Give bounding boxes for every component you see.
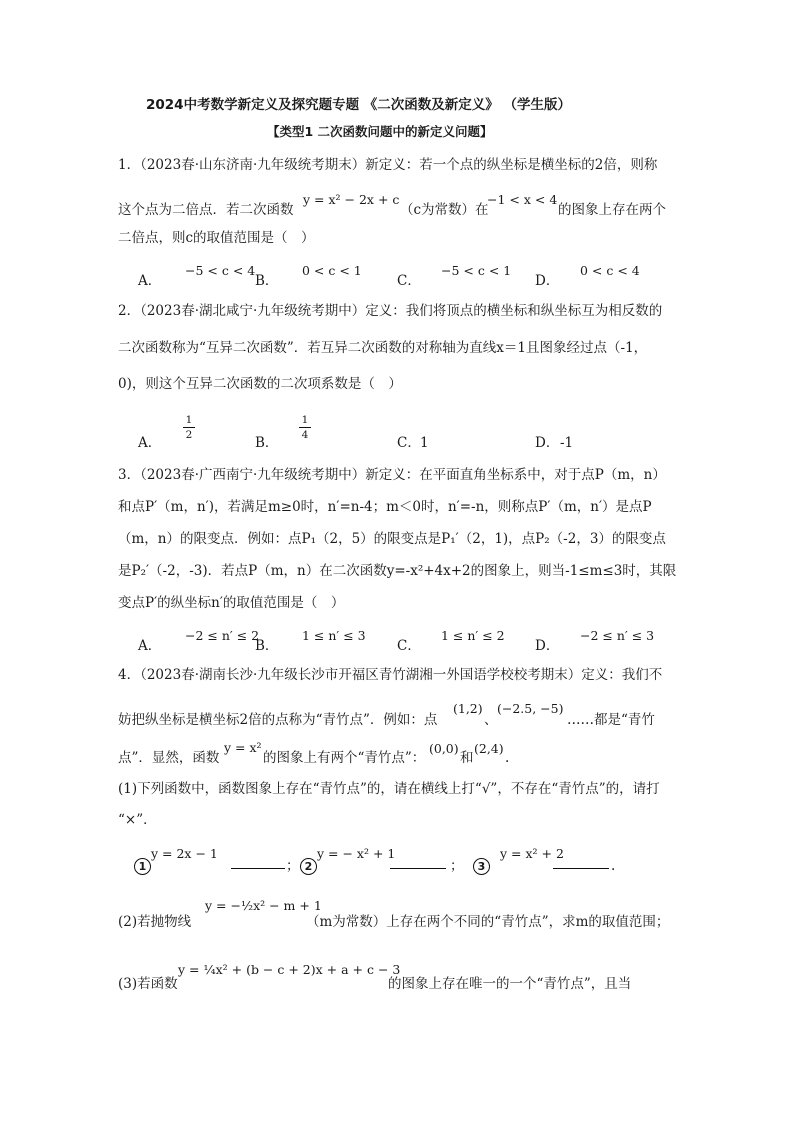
q2-option-c-label: C． bbox=[397, 435, 421, 451]
q4-item-1 bbox=[134, 858, 151, 875]
q3-option-c-label: C． bbox=[397, 638, 421, 654]
circled-number-1: 1 bbox=[134, 858, 151, 875]
q2-option-c: 1 bbox=[420, 435, 429, 451]
q2-option-d: -1 bbox=[560, 435, 574, 451]
q1-line1: 1．（2023春·山东济南·九年级统考期末）新定义：若一个点的纵坐标是横坐标的2倍，则称 bbox=[118, 157, 658, 173]
q3-line4: 是P₂′（-2，-3)．若点P（m，n）在二次函数y=-x²+4x+2的图象上，则当-1≤m≤3时，其限 bbox=[118, 563, 677, 579]
q3-option-b-label: B． bbox=[255, 638, 279, 654]
q3-option-a-label: A． bbox=[138, 638, 162, 654]
q3-line5: 变点P′的纵坐标n′的取值范围是（ ） bbox=[118, 595, 345, 611]
q4-item-3-function: y = x² + 2 bbox=[500, 846, 564, 861]
q4-line3a: 点”．显然，函数 bbox=[118, 750, 220, 766]
circled-number-3: 3 bbox=[473, 858, 490, 875]
q4-part2-end: （m为常数）上存在两个不同的“青竹点”，求m的取值范围； bbox=[306, 914, 670, 930]
q3-option-d-label: D． bbox=[535, 638, 560, 654]
q1-option-c: −5 < c < 1 bbox=[441, 263, 512, 278]
q2-line3: 0)，则这个互异二次函数的二次项系数是（ ） bbox=[118, 376, 402, 392]
q1-option-b-label: B． bbox=[255, 273, 279, 289]
q4-item-1-tail: ； bbox=[286, 858, 300, 874]
document-title: 2024中考数学新定义及探究题专题 《二次函数及新定义》 （学生版） bbox=[146, 97, 571, 113]
q1-option-d: 0 < c < 4 bbox=[580, 263, 640, 278]
q1-function: y = x² − 2x + c bbox=[303, 192, 400, 207]
q1-option-c-label: C． bbox=[397, 273, 421, 289]
q4-part2-start: (2)若抛物线 bbox=[118, 914, 192, 930]
q3-option-c: 1 ≤ n′ ≤ 2 bbox=[441, 628, 505, 643]
q3-option-a: −2 ≤ n′ ≤ 2 bbox=[185, 628, 260, 643]
q4-item-3-answer[interactable] bbox=[553, 856, 609, 873]
answer-blank[interactable] bbox=[553, 856, 609, 869]
q4-item-1-answer[interactable] bbox=[231, 856, 285, 873]
q2-line2: 二次函数称为“互异二次函数”．若互异二次函数的对称轴为直线x＝1且图象经过点（-1， bbox=[118, 340, 648, 356]
q2-option-b-fraction: 1 4 bbox=[299, 414, 311, 441]
q4-line1: 4．（2023春·湖南长沙·九年级长沙市开福区青竹湖湘一外国语学校校考期末）定义：我们不 bbox=[118, 667, 663, 683]
answer-blank[interactable] bbox=[231, 856, 285, 869]
q1-line2a: 这个点为二倍点．若二次函数 bbox=[118, 202, 294, 218]
q3-line1: 3．（2023春·广西南宁·九年级统考期中）新定义：在平面直角坐标系中，对于点P（m，n） bbox=[118, 467, 666, 483]
q4-point-2: (−2.5, −5) bbox=[497, 701, 564, 716]
q2-line1: 2．（2023春·湖北咸宁·九年级统考期中）定义：我们将顶点的横坐标和纵坐标互为相反数的 bbox=[118, 303, 663, 319]
q1-option-d-label: D． bbox=[535, 273, 560, 289]
answer-blank[interactable] bbox=[390, 856, 446, 869]
q4-point-3: (0,0) bbox=[429, 741, 459, 756]
q2-option-b-label: B． bbox=[255, 435, 279, 451]
q4-part3-end: 的图象上存在唯一的一个“青竹点”，且当 bbox=[388, 976, 632, 992]
q4-item-2-tail: ； bbox=[450, 858, 464, 874]
q2-option-a-fraction: 1 2 bbox=[183, 414, 195, 441]
q4-item-3 bbox=[473, 858, 490, 875]
q4-item-3-tail: . bbox=[611, 858, 616, 874]
q1-option-a-label: A． bbox=[138, 273, 162, 289]
q4-part1-line2: “×”． bbox=[118, 812, 157, 828]
circled-number-2: 2 bbox=[300, 858, 317, 875]
q3-line2: 和点P′（m，n′)，若满足m≥0时，n′=n-4；m＜0时，n′=-n，则称点P′（m，n′）是点P bbox=[118, 499, 652, 515]
q3-option-b: 1 ≤ n′ ≤ 3 bbox=[302, 628, 366, 643]
q3-line3: （m，n）的限变点．例如：点P₁（2，5）的限变点是P₁′（2，1)，点P₂（-2，3）的限变点 bbox=[118, 531, 666, 547]
q4-item-2-function: y = − x² + 1 bbox=[317, 846, 396, 861]
q1-line2b: （c为常数）在 bbox=[400, 202, 489, 218]
q4-part2-function: y = −½x² − m + 1 bbox=[205, 898, 322, 913]
q4-line2b: ……都是“青竹 bbox=[567, 712, 655, 728]
q3-option-d: −2 ≤ n′ ≤ 3 bbox=[580, 628, 655, 643]
q4-point-4: (2,4) bbox=[474, 741, 504, 756]
q4-line2a: 妨把纵坐标是横坐标2倍的点称为“青竹点”．例如：点 bbox=[118, 712, 438, 728]
q2-option-a-label: A． bbox=[138, 435, 162, 451]
q4-item-2-answer[interactable] bbox=[390, 856, 446, 873]
q1-line3: 二倍点，则c的取值范围是（ ） bbox=[118, 230, 315, 246]
q4-item-1-function: y = 2x − 1 bbox=[151, 846, 218, 861]
q4-line3-end: . bbox=[505, 750, 510, 766]
q1-option-b: 0 < c < 1 bbox=[302, 263, 362, 278]
section-heading: 【类型1 二次函数问题中的新定义问题】 bbox=[267, 124, 493, 139]
q2-option-d-label: D． bbox=[535, 435, 560, 451]
q4-part1-line1: (1)下列函数中，函数图象上存在“青竹点”的，请在横线上打“√”，不存在“青竹点”的，请打 bbox=[118, 781, 660, 797]
q4-separator: 、 bbox=[484, 712, 498, 728]
q4-part3-start: (3)若函数 bbox=[118, 976, 178, 992]
q4-line3b: 的图象上有两个“青竹点”： bbox=[263, 750, 426, 766]
q4-item-2 bbox=[300, 858, 317, 875]
q4-point-1: (1,2) bbox=[453, 701, 483, 716]
q4-and: 和 bbox=[460, 750, 474, 766]
q1-line2c: 的图象上存在两个 bbox=[558, 202, 666, 218]
q4-part3-function: y = ¼x² + (b − c + 2)x + a + c − 3 bbox=[178, 962, 401, 977]
q1-range: −1 < x < 4 bbox=[487, 192, 558, 207]
q4-function: y = x² bbox=[224, 740, 262, 755]
q1-option-a: −5 < c < 4 bbox=[185, 263, 256, 278]
